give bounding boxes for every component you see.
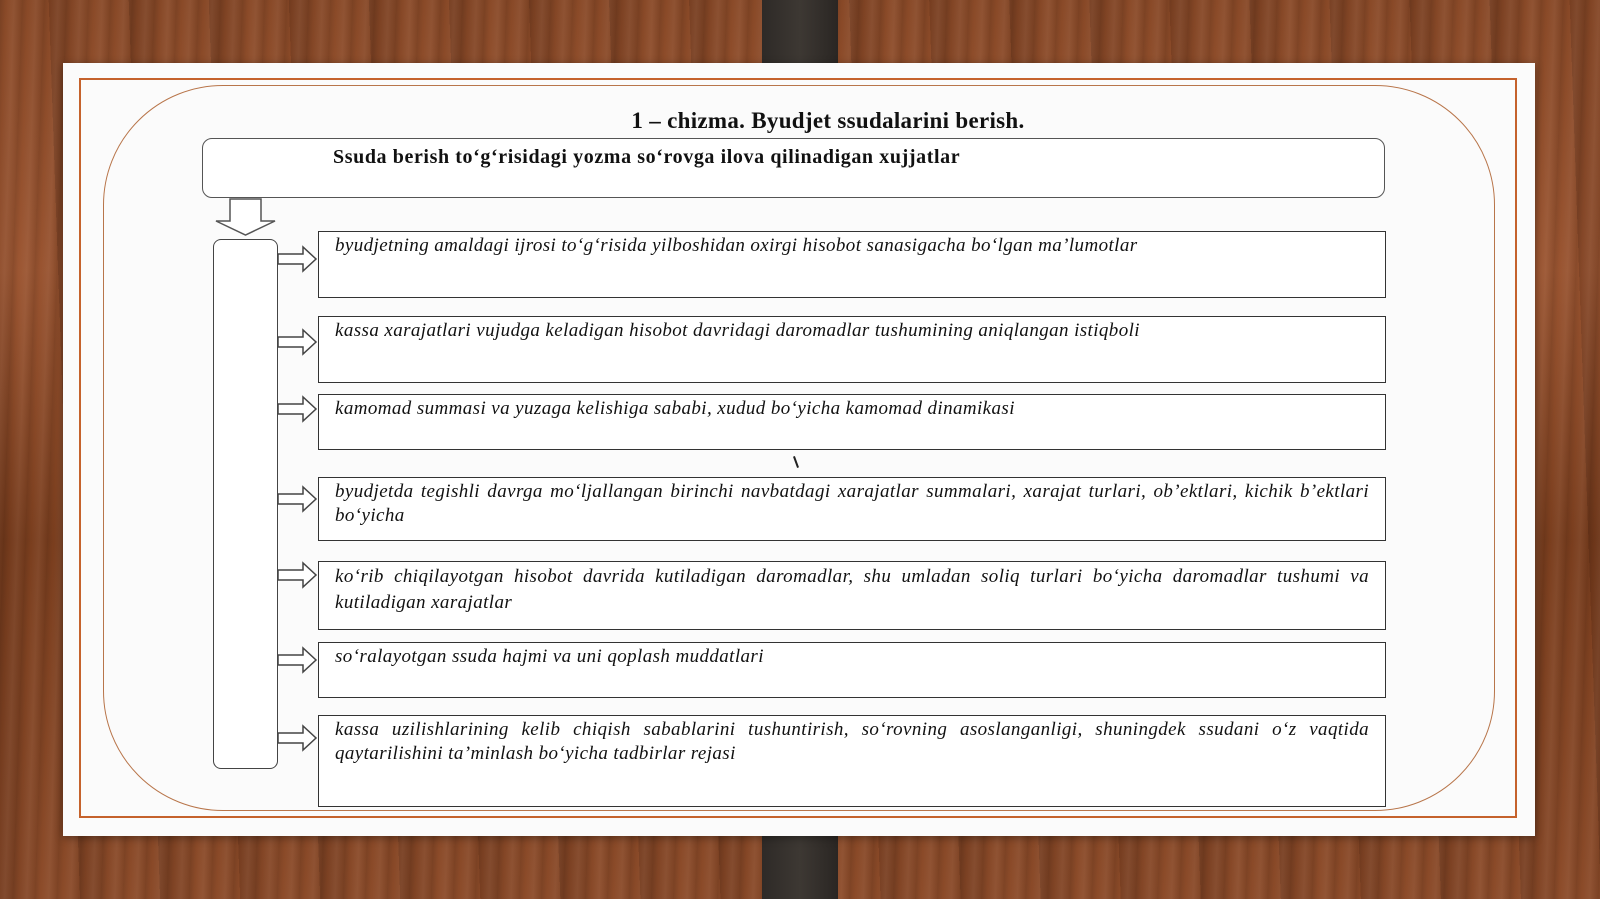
down-arrow	[216, 199, 275, 235]
document-item-3: kamomad summasi va yuzaga kelishiga sababi, xudud bo‘yicha kamomad dinamikasi	[318, 394, 1386, 450]
right-arrow-2	[278, 330, 316, 354]
right-arrows	[278, 247, 316, 750]
right-arrow-6	[278, 648, 316, 672]
slide	[63, 63, 1535, 836]
diagram-title: 1 – chizma. Byudjet ssudalarini berish.	[631, 108, 1025, 133]
right-arrow-5	[278, 563, 316, 587]
document-item-2: kassa xarajatlari vujudga keladigan hisobot davridagi daromadlar tushumining aniqlangan istiqboli	[318, 316, 1386, 383]
spine-box	[213, 239, 278, 769]
diagram	[63, 63, 1535, 836]
document-item-5: ko‘rib chiqilayotgan hisobot davrida kutiladigan daromadlar, shu umladan soliq turlari bo‘yicha daromadlar tushumi va kutiladigan xarajatlar	[318, 561, 1386, 630]
right-arrow-4	[278, 487, 316, 511]
header-text: Ssuda berish to‘g‘risidagi yozma so‘rovga ilova qilinadigan xujjatlar	[333, 146, 961, 168]
document-item-1: byudjetning amaldagi ijrosi to‘g‘risida yilboshidan oxirgi hisobot sanasigacha bo‘lgan ma’lumotlar	[318, 231, 1386, 298]
right-arrow-7	[278, 726, 316, 750]
right-arrow-3	[278, 397, 316, 421]
document-item-7: kassa uzilishlarining kelib chiqish sabablarini tushuntirish, so‘rovning asoslanganligi, shuningdek ssudani o‘z vaqtida qaytarilishini ta’minlash bo‘yicha tadbirlar rejasi	[318, 715, 1386, 807]
document-item-4: byudjetda tegishli davrga mo‘ljallangan birinchi navbatdagi xarajatlar summalari, xarajat turlari, ob’ektlari, kichik b’ektlari bo‘yicha	[318, 477, 1386, 541]
right-arrow-1	[278, 247, 316, 271]
document-item-6: so‘ralayotgan ssuda hajmi va uni qoplash muddatlari	[318, 642, 1386, 698]
